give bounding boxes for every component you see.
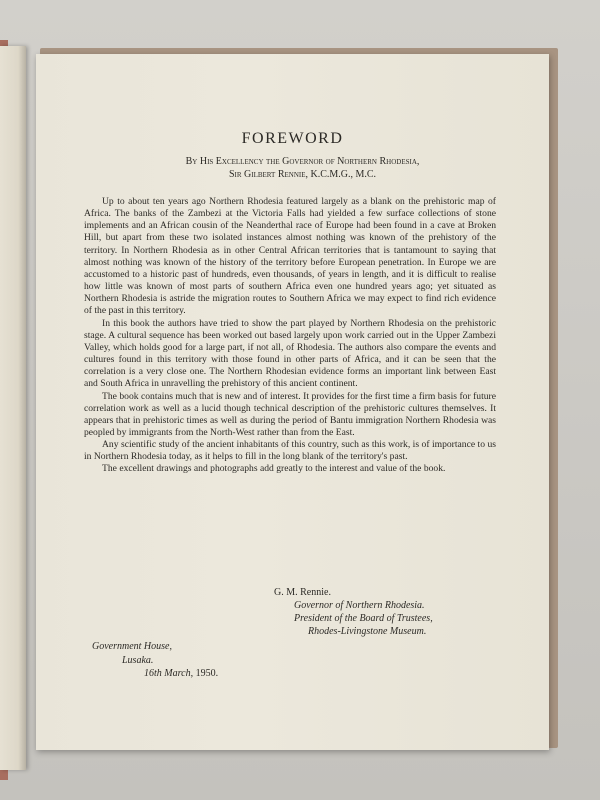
signature-title-3: Rhodes-Livingstone Museum. [308,626,427,637]
byline-line-2: Sir Gilbert Rennie, K.C.M.G., M.C. [228,169,377,180]
page-title: FOREWORD [241,130,344,147]
foreword-body [84,196,496,476]
signature-name: G. M. Rennie. [274,587,331,598]
paragraph-4: Any scientific study of the ancient inhabitants of this country, such as this work, is of importance to us in Northern Rhodesia today, as it helps to fill in the long blank of the territory's past. [84,439,496,463]
book-page [36,54,549,750]
place-date-block [92,640,218,681]
paragraph-5: The excellent drawings and photographs add greatly to the interest and value of the book. [102,463,446,475]
place-line-2: Lusaka. [122,654,154,666]
paragraph-1: Up to about ten years ago Northern Rhodesia featured largely as a blank on the prehistoric map of Africa. The banks of the Zambezi at the Victoria Falls had yielded a few surface collections of stone implements and an African cousin of the Neanderthal race of Europe had been found in a cave at Broken Hill, but apart from these two isolated instances almost nothing was known of the prehistory of the territory. In Northern Rhodesia as in other Central African territories that is tantamount to saying that almost nothing was known of the history of the territory before European penetration. In Europe we are accustomed to a historic past of hundreds, even thousands, of years in length, and it is difficult to realise how little was known of most parts of southern Africa even one hundred years ago; yet situated as Northern Rhodesia is astride the migration routes to Southern Africa we may expect to find rich evidence of the past in this territory. [84,196,496,317]
byline [96,155,509,181]
paragraph-2: In this book the authors have tried to show the part played by Northern Rhodesia on the prehistoric stage. A cultural sequence has been worked out based largely upon work carried out in the Upper Zambezi Valley, which holds good for a large part, if not all, of Rhodesia. The authors also compare the events and cultures found in this territory with those found in other parts of Africa, and it can be seen that the correlation is a very close one. The Northern Rhodesian evidence forms an important link between East and South Africa in unravelling the prehistory of this ancient continent. [84,317,496,390]
place-line-1: Government House, [92,641,172,652]
signature-block [268,586,433,638]
byline-line-1: By His Excellency the Governor of Northern Rhodesia, [185,156,420,167]
date-day: 16th March, [144,668,194,679]
date-year: 1950. [195,668,219,679]
left-page-edge [0,46,26,770]
signature-title-1: Governor of Northern Rhodesia. [294,600,425,611]
signature-title-2: President of the Board of Trustees, [294,613,433,624]
date-line [144,667,218,681]
paragraph-3: The book contains much that is new and of interest. It provides for the first time a firm basis for future correlation work as well as a lucid though technical description of the prehistoric cultures themselves. It appears that in prehistoric times as well as during the period of Bantu immigration Northern Rhodesia was peopled by immigrants from the North-West rather than from the East. [84,390,496,438]
